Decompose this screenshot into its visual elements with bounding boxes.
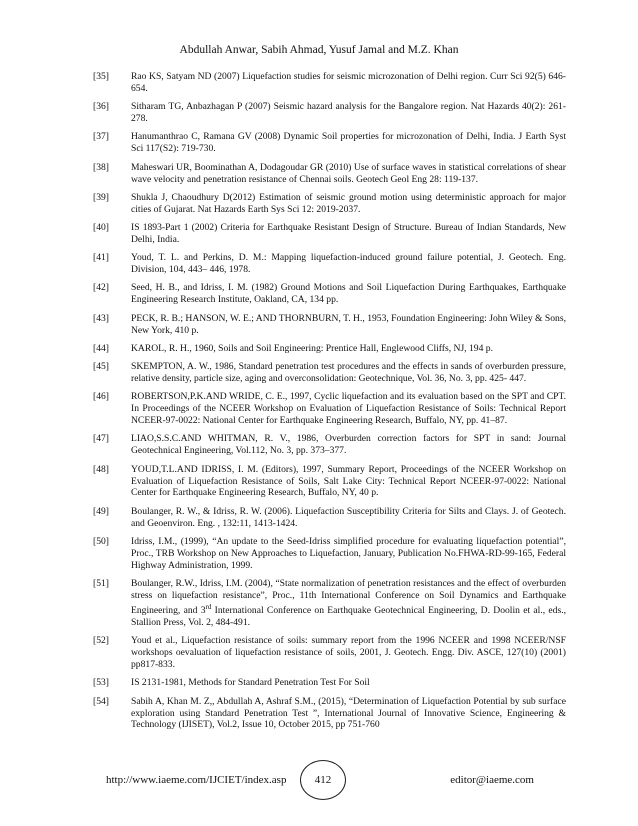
reference-number: [39]: [93, 191, 109, 203]
reference-item: [93, 222, 566, 246]
reference-item: [93, 506, 566, 530]
reference-item: [93, 131, 566, 155]
reference-item: [93, 162, 566, 186]
reference-text: ROBERTSON,P.K.AND WRIDE, C. E., 1997, Cyclic liquefaction and its evaluation based on the SPT and CPT. In Proceedings of the NCEER Workshop on Evaluation of Liquefaction Resistance of Soils: Technical Report NCEER-97-0022: National Center for Earthquake Engineering Research, Buffalo, NY, pp. 41–87.: [131, 391, 566, 427]
reference-item: [93, 282, 566, 306]
reference-number: [44]: [93, 342, 109, 354]
reference-text: Sabih A, Khan M. Z,, Abdullah A, Ashraf S.M., (2015), “Determination of Liquefaction Potential by sub surface exploration using Standard Penetration Test ”, International Journal of Innovative Science, Engineering & Technology (IJISET), Vol.2, Issue 10, October 2015, pp 751-760: [131, 695, 566, 731]
reference-text: Youd, T. L. and Perkins, D. M.: Mapping liquefaction-induced ground failure potential, J. Geotech. Eng. Division, 104, 443– 446, 1978.: [131, 252, 566, 276]
reference-number: [36]: [93, 101, 109, 113]
page-number: 412: [314, 774, 332, 786]
reference-text: Maheswari UR, Boominathan A, Dodagoudar GR (2010) Use of surface waves in statistical correlations of shear wave velocity and penetration resistance of Chennai soils. Geotech Geol Eng 28: 119-137.: [131, 161, 566, 185]
reference-text: Youd et al., Liquefaction resistance of soils: summary report from the 1996 NCEER and 1998 NCEER/NSF workshops oevaluation of liquefaction resistance of soils, 2001, J. Geotech. Engg. Div. ASCE, 127(10) (2001) pp817-833.: [131, 635, 566, 671]
reference-item: [93, 391, 566, 427]
reference-text: Rao KS, Satyam ND (2007) Liquefaction studies for seismic microzonation of Delhi region. Curr Sci 92(5) 646-654.: [131, 71, 566, 94]
reference-number: [51]: [93, 578, 109, 590]
journal-url-link[interactable]: http://www.iaeme.com/IJCIET/index.asp: [106, 774, 287, 786]
reference-item: [93, 536, 566, 572]
reference-text: PECK, R. B.; HANSON, W. E.; AND THORNBURN, T. H., 1953, Foundation Engineering: John Wiley & Sons, New York, 410 p.: [131, 312, 566, 336]
reference-number: [47]: [93, 433, 109, 445]
reference-item: [93, 343, 566, 355]
reference-item: [93, 464, 566, 500]
reference-number: [37]: [93, 131, 109, 143]
reference-number: [42]: [93, 282, 109, 294]
reference-text: KAROL, R. H., 1960, Soils and Soil Engineering: Prentice Hall, Englewood Cliffs, NJ, 194 p.: [131, 342, 493, 354]
reference-text: Sitharam TG, Anbazhagan P (2007) Seismic hazard analysis for the Bangalore region. Nat Hazards 40(2): 261-278.: [131, 101, 566, 125]
reference-number: [46]: [93, 391, 109, 403]
reference-text: SKEMPTON, A. W., 1986, Standard penetration test procedures and the effects in sands of overburden pressure, relative density, particle size, aging and overconsolidation: Geotechnique, Vol. 36, No. 3, pp. 425- 447.: [131, 361, 566, 385]
reference-item: [93, 192, 566, 216]
running-header: Abdullah Anwar, Sabih Ahmad, Yusuf Jamal and M.Z. Khan: [179, 44, 459, 56]
reference-item: [93, 635, 566, 671]
reference-number: [52]: [93, 635, 109, 647]
reference-text: YOUD,T.L.AND IDRISS, I. M. (Editors), 1997, Summary Report, Proceedings of the NCEER Workshop on Evaluation of Liquefaction Resistance of Soils, Salt Lake City: Technical Report NCEER-97-0022: National Center for Earthquake Engineering Research, Buffalo, NY, 40 p.: [131, 463, 566, 499]
reference-text: IS 1893-Part 1 (2002) Criteria for Earthquake Resistant Design of Structure. Bureau of Indian Standards, New Delhi, India.: [131, 222, 566, 245]
reference-number: [43]: [93, 312, 109, 324]
reference-text: IS 2131-1981, Methods for Standard Penetration Test For Soil: [131, 677, 370, 689]
reference-text: Seed, H. B., and Idriss, I. M. (1982) Ground Motions and Soil Liquefaction During Earthquakes, Earthquake Engineering Research Institute, Oakland, CA, 134 pp.: [131, 282, 566, 306]
reference-number: [54]: [93, 695, 109, 707]
reference-number: [45]: [93, 361, 109, 373]
reference-item: [93, 252, 566, 276]
reference-text: Shukla J, Chaoudhury D(2012) Estimation of seismic ground motion using deterministic approach for major cities of Gujarat. Nat Hazards Earth Sys Sci 12: 2019-2037.: [131, 191, 566, 215]
reference-item: [93, 101, 566, 125]
reference-item: [93, 313, 566, 337]
reference-text: LIAO,S.S.C.AND WHITMAN, R. V., 1986, Overburden correction factors for SPT in sand: Journal Geotechnical Engineering, Vol.112, No. 3, pp. 373–377.: [131, 433, 566, 457]
page-number-badge: [300, 760, 346, 800]
reference-item: [93, 361, 566, 385]
reference-text: Boulanger, R.W., Idriss, I.M. (2004), “State normalization of penetration resistances and the effect of overburden stress on liquefaction resistance”, Proc., 11th International Conference on Soil Dynamics and Earthquake Engineering, and 3rd International Conference on Earthquake Geotechnical Engineering, D. Doolin et al., eds., Stallion Press, Vol. 2, 484-491.: [131, 578, 567, 628]
reference-number: [35]: [93, 71, 109, 82]
reference-number: [49]: [93, 505, 109, 517]
reference-number: [38]: [93, 161, 109, 173]
reference-number: [50]: [93, 535, 109, 547]
reference-item: [93, 578, 566, 629]
page-footer: [0, 760, 638, 800]
reference-list: [93, 71, 566, 738]
reference-text: Idriss, I.M., (1999), “An update to the Seed-Idriss simplified procedure for evaluating liquefaction potential”, Proc., TRB Workshop on New Approaches to Liquefaction, January, Publication No.FHWA-RD-99-165, Federal Highway Administration, 1999.: [131, 535, 566, 571]
reference-item: [93, 433, 566, 457]
reference-item: [93, 696, 566, 732]
reference-number: [41]: [93, 252, 109, 264]
reference-text: Boulanger, R. W., & Idriss, R. W. (2006). Liquefaction Susceptibility Criteria for Silts and Clays. J. of Geotech. and Geoenviron. Eng. , 132:11, 1413-1424.: [131, 505, 566, 529]
reference-text: Hanumanthrao C, Ramana GV (2008) Dynamic Soil properties for microzonation of Delhi, India. J Earth Syst Sci 117(S2): 719-730.: [131, 131, 566, 155]
reference-item: [93, 71, 566, 95]
reference-number: [40]: [93, 222, 109, 234]
reference-item: [93, 677, 566, 689]
reference-number: [48]: [93, 463, 109, 475]
editor-email-link[interactable]: editor@iaeme.com: [450, 774, 534, 786]
reference-number: [53]: [93, 677, 109, 689]
